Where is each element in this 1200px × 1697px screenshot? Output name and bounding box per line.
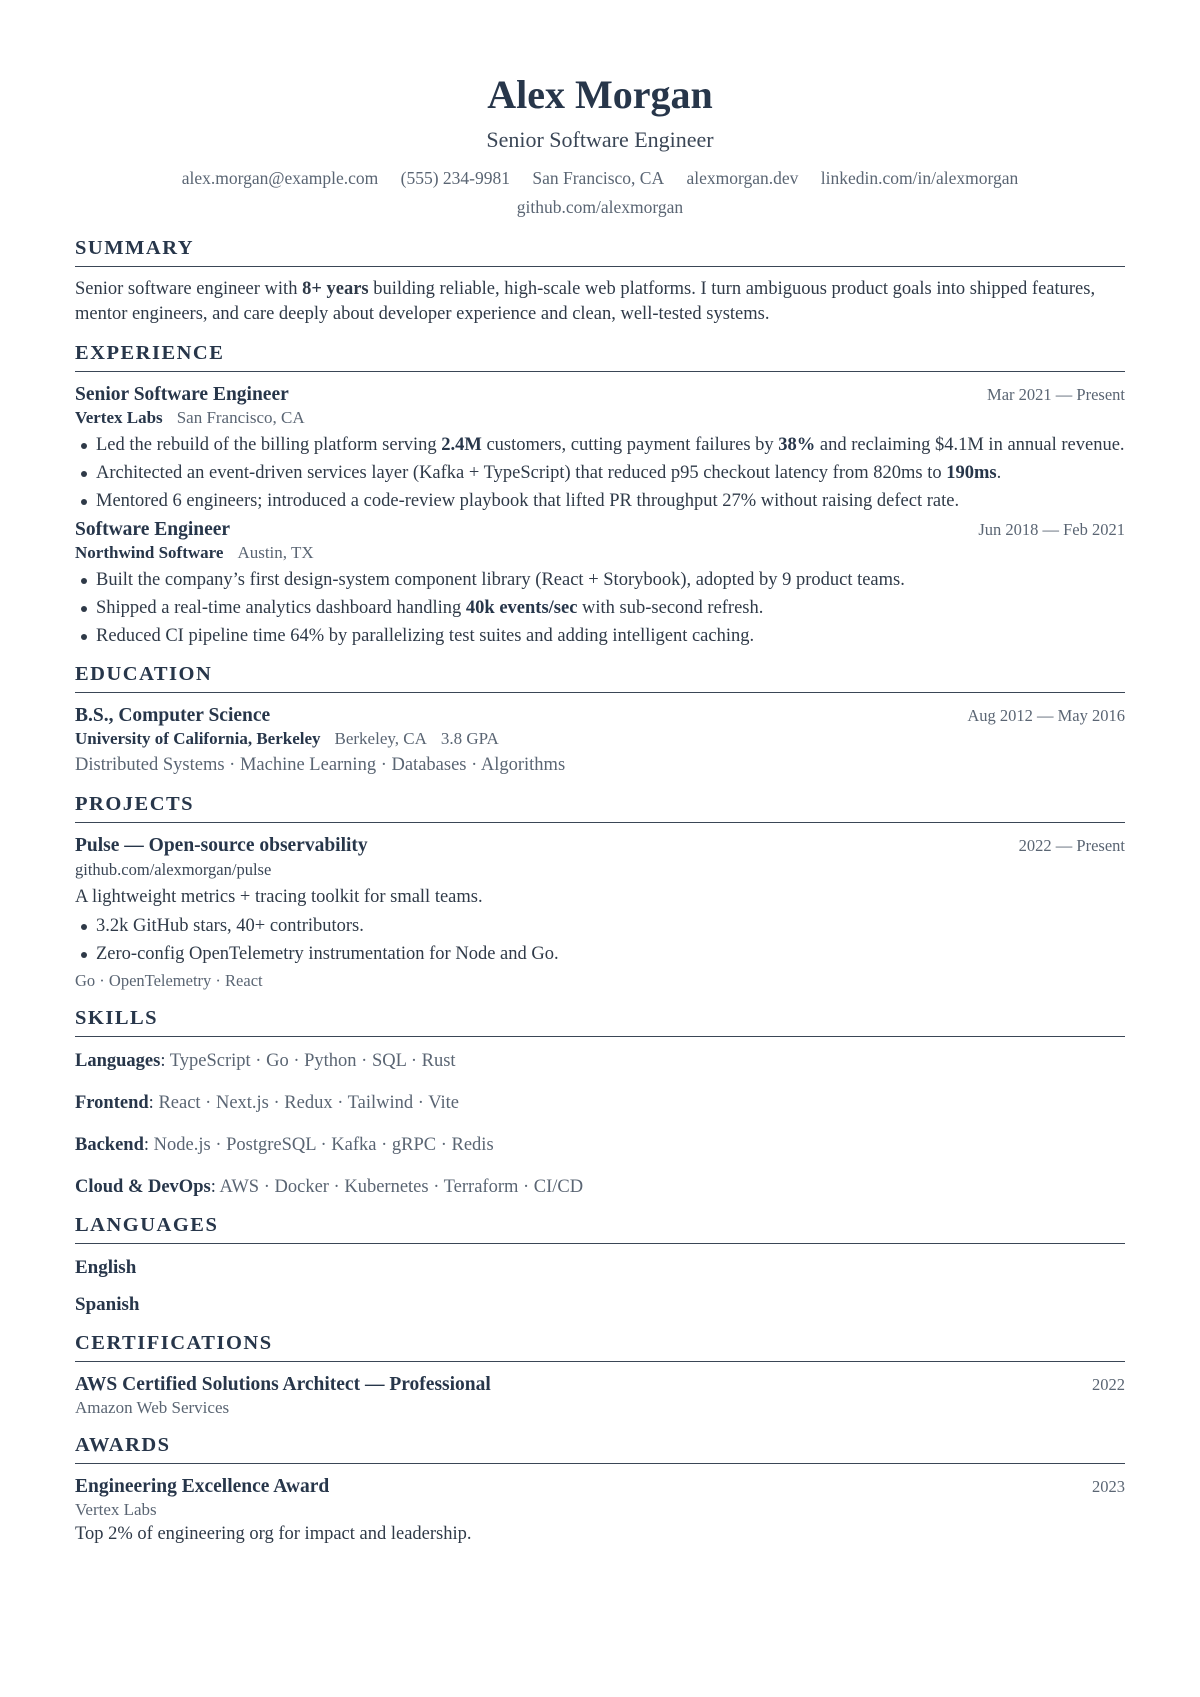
job-company: Vertex Labs — [75, 408, 163, 427]
job-location: Austin, TX — [237, 543, 314, 562]
bullet-text: and reclaiming $4.1M in annual revenue. — [815, 435, 1125, 455]
job-role: Senior Software Engineer — [75, 384, 289, 405]
job-bullet — [75, 461, 1125, 485]
contact-linkedin[interactable]: linkedin.com/in/alexmorgan — [820, 168, 1019, 188]
bullet-text: . — [996, 463, 1002, 483]
education-degree: B.S., Computer Science — [75, 705, 271, 726]
job-dates: Mar 2021 — Present — [987, 385, 1125, 404]
certification-issuer: Amazon Web Services — [75, 1398, 230, 1417]
job-bullets — [75, 433, 1125, 513]
section-title-awards: AWARDS — [75, 1433, 1125, 1464]
section-title-education: EDUCATION — [75, 662, 1125, 693]
bullet-highlight: 190ms — [946, 463, 997, 483]
skill-group-backend: Backend: Node.js · PostgreSQL · Kafka · gRPC · Redis — [75, 1135, 494, 1155]
education-dates: Aug 2012 — May 2016 — [967, 706, 1125, 725]
project-bullets — [75, 914, 1125, 966]
job-bullet — [75, 433, 1125, 457]
education-location: Berkeley, CA — [334, 729, 427, 748]
bullet-text: customers, cutting payment failures by — [481, 435, 779, 455]
projects-section — [75, 792, 1125, 992]
language-item: English — [75, 1257, 137, 1278]
section-title-summary: SUMMARY — [75, 236, 1125, 267]
bullet-text: with sub-second refresh. — [577, 598, 764, 618]
project-name: Pulse — Open-source observability — [75, 835, 368, 856]
contact-list — [140, 164, 1060, 222]
contact-github[interactable]: github.com/alexmorgan — [516, 197, 684, 217]
project-description: A lightweight metrics + tracing toolkit for small teams. — [75, 887, 483, 907]
award-year: 2023 — [1092, 1477, 1125, 1496]
job-bullet — [75, 596, 1125, 620]
section-title-certifications: CERTIFICATIONS — [75, 1331, 1125, 1362]
bullet-text: Led the rebuild of the billing platform serving — [96, 435, 442, 455]
certification-entry — [75, 1372, 1125, 1419]
experience-entry — [75, 382, 1125, 513]
award-name: Engineering Excellence Award — [75, 1476, 330, 1497]
bullet-highlight: 40k events/sec — [465, 598, 578, 618]
skills-section — [75, 1006, 1125, 1199]
project-bullet: 3.2k GitHub stars, 40+ contributors. — [75, 914, 1125, 938]
summary-text — [75, 277, 1125, 327]
summary-years: 8+ years — [302, 279, 369, 299]
experience-section — [75, 341, 1125, 648]
job-bullet — [75, 489, 1125, 513]
candidate-name: Alex Morgan — [487, 72, 713, 117]
candidate-headline: Senior Software Engineer — [486, 127, 714, 152]
skill-category: Cloud & DevOps — [75, 1177, 211, 1197]
contact-location: San Francisco, CA — [532, 168, 665, 188]
section-title-languages: LANGUAGES — [75, 1213, 1125, 1244]
award-issuer: Vertex Labs — [75, 1500, 157, 1519]
bullet-highlight: 38% — [778, 435, 816, 455]
project-entry — [75, 833, 1125, 992]
award-description: Top 2% of engineering org for impact and leadership. — [75, 1524, 472, 1544]
certification-name: AWS Certified Solutions Architect — Professional — [75, 1374, 491, 1395]
bullet-text: Shipped a real-time analytics dashboard handling — [96, 598, 466, 618]
skill-category: Backend — [75, 1135, 144, 1155]
skill-group-cloud-devops: Cloud & DevOps: AWS · Docker · Kubernetes · Terraform · CI/CD — [75, 1177, 584, 1197]
skill-group-languages: Languages: TypeScript · Go · Python · SQL · Rust — [75, 1051, 456, 1071]
project-url[interactable]: github.com/alexmorgan/pulse — [75, 860, 272, 879]
project-bullet: Zero-config OpenTelemetry instrumentation for Node and Go. — [75, 942, 1125, 966]
education-section — [75, 662, 1125, 778]
bullet-text: Reduced CI pipeline time 64% by parallelizing test suites and adding intelligent caching. — [96, 626, 755, 646]
project-dates: 2022 — Present — [1018, 836, 1125, 855]
award-entry — [75, 1474, 1125, 1547]
education-entry — [75, 703, 1125, 778]
experience-list — [75, 372, 1125, 648]
education-coursework: Distributed Systems · Machine Learning · Databases · Algorithms — [75, 755, 566, 775]
job-bullet — [75, 624, 1125, 648]
skill-items: React · Next.js · Redux · Tailwind · Vite — [158, 1093, 459, 1113]
certifications-section — [75, 1331, 1125, 1419]
job-role: Software Engineer — [75, 519, 231, 540]
section-title-projects: PROJECTS — [75, 792, 1125, 823]
section-title-experience: EXPERIENCE — [75, 341, 1125, 372]
summary-text-start: Senior software engineer with — [75, 279, 303, 299]
certification-year: 2022 — [1092, 1375, 1125, 1394]
summary-section — [75, 236, 1125, 327]
job-company: Northwind Software — [75, 543, 224, 562]
contact-phone[interactable]: (555) 234-9981 — [400, 168, 510, 188]
bullet-text: Built the company’s first design-system component library (React + Storybook), adopted by 9 product teams. — [96, 570, 905, 590]
skill-items: Node.js · PostgreSQL · Kafka · gRPC · Redis — [153, 1135, 494, 1155]
skill-group-frontend: Frontend: React · Next.js · Redux · Tailwind · Vite — [75, 1093, 459, 1113]
experience-entry — [75, 517, 1125, 648]
job-bullets — [75, 568, 1125, 648]
education-gpa: 3.8 GPA — [440, 729, 499, 748]
section-title-skills: SKILLS — [75, 1006, 1125, 1037]
skill-category: Frontend — [75, 1093, 149, 1113]
awards-section — [75, 1433, 1125, 1547]
project-tags: Go · OpenTelemetry · React — [75, 971, 263, 990]
skill-category: Languages — [75, 1051, 161, 1071]
languages-section — [75, 1213, 1125, 1317]
bullet-text: Architected an event-driven services layer (Kafka + TypeScript) that reduced p95 checkout latency from 820ms to — [96, 463, 947, 483]
bullet-text: Mentored 6 engineers; introduced a code-review playbook that lifted PR throughput 27% without raising defect rate. — [96, 491, 960, 511]
job-bullet — [75, 568, 1125, 592]
bullet-highlight: 2.4M — [441, 435, 482, 455]
contact-website[interactable]: alexmorgan.dev — [686, 168, 799, 188]
job-location: San Francisco, CA — [176, 408, 305, 427]
skill-items: AWS · Docker · Kubernetes · Terraform · CI/CD — [219, 1177, 584, 1197]
summary-text-end: building reliable, high-scale web platforms. I turn ambiguous product goals into shipped features, mentor engineers, and care deeply about developer experience and clean, well-tested systems. — [75, 279, 1096, 324]
job-dates: Jun 2018 — Feb 2021 — [978, 520, 1125, 539]
contact-email[interactable]: alex.morgan@example.com — [181, 168, 379, 188]
language-item: Spanish — [75, 1294, 140, 1315]
skill-items: TypeScript · Go · Python · SQL · Rust — [169, 1051, 456, 1071]
education-school: University of California, Berkeley — [75, 729, 321, 748]
resume-header — [75, 70, 1125, 222]
